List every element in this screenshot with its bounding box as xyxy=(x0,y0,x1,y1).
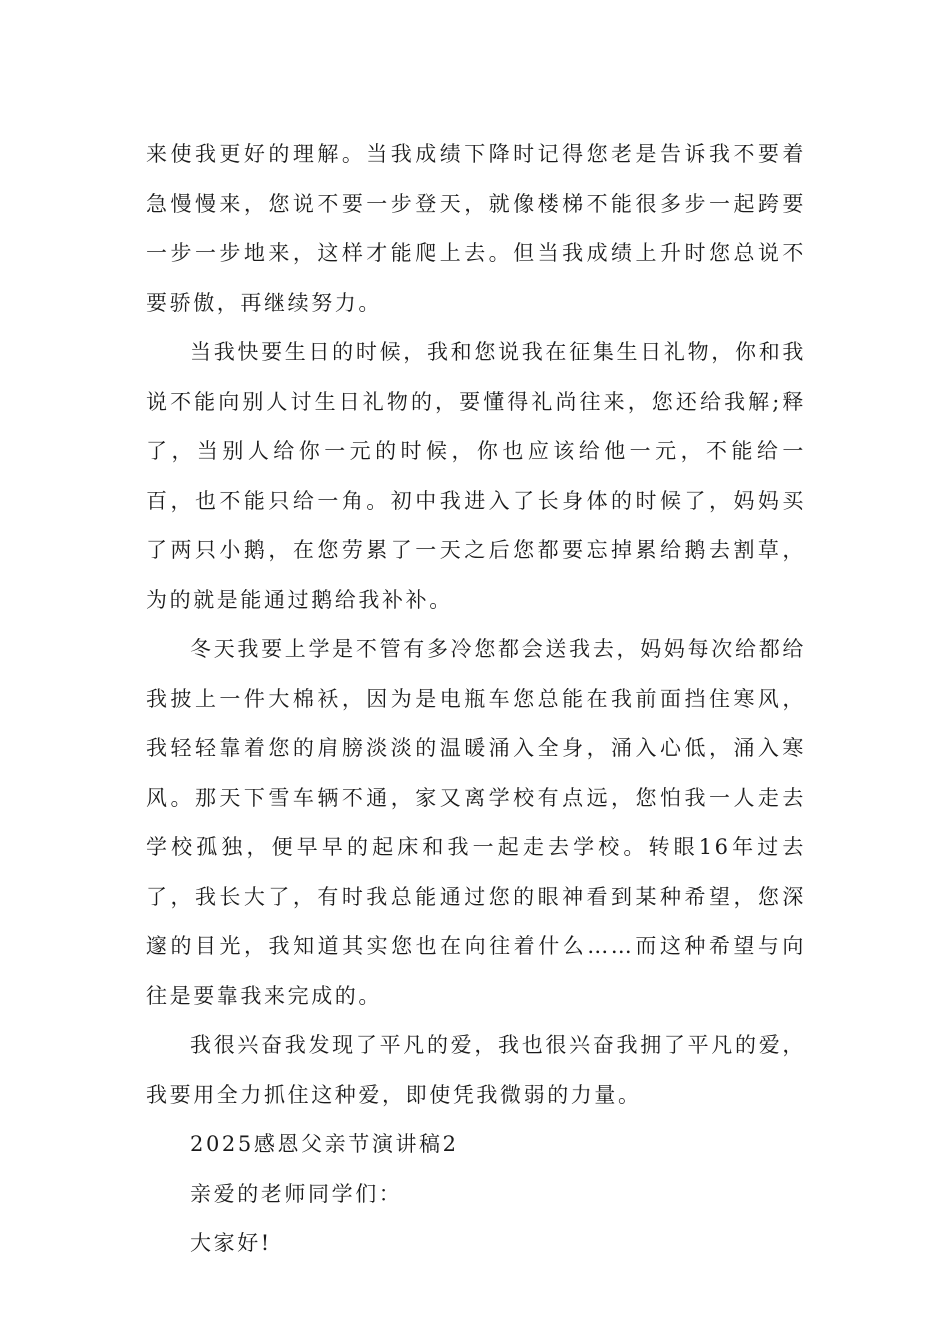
paragraph-2: 当我快要生日的时候，我和您说我在征集生日礼物，你和我说不能向别人讨生日礼物的，要懂得礼尚往来，您还给我解;释了，当别人给你一元的时候，你也应该给他一元，不能给一百，也不能只给一角。初中我进入了长身体的时候了，妈妈买了两只小鹅，在您劳累了一天之后您都要忘掉累给鹅去割草，为的就是能通过鹅给我补补。 xyxy=(146,340,806,612)
section-title: 2025感恩父亲节演讲稿2 xyxy=(190,1132,459,1156)
paragraph-1: 来使我更好的理解。当我成绩下降时记得您老是告诉我不要着急慢慢来，您说不要一步登天，就像楼梯不能很多步一起跨要一步一步地来，这样才能爬上去。但当我成绩上升时您总说不要骄傲，再继续努力。 xyxy=(146,142,806,315)
paragraph-4: 我很兴奋我发现了平凡的爱，我也很兴奋我拥了平凡的爱，我要用全力抓住这种爱，即使凭我微弱的力量。 xyxy=(146,1033,806,1107)
paragraph-3: 冬天我要上学是不管有多冷您都会送我去，妈妈每次给都给我披上一件大棉袄，因为是电瓶车您总能在我前面挡住寒风，我轻轻靠着您的肩膀淡淡的温暖涌入全身，涌入心低，涌入寒风。那天下雪车辆不通，家又离学校有点远，您怕我一人走去学校孤独，便早早的起床和我一起走去学校。转眼16年过去了，我长大了，有时我总能通过您的眼神看到某种希望，您深邃的目光，我知道其实您也在向往着什么……而这种希望与向往是要靠我来完成的。 xyxy=(146,637,806,1008)
salutation: 亲爱的老师同学们： xyxy=(190,1181,403,1206)
document-body xyxy=(146,130,806,1269)
greeting: 大家好! xyxy=(190,1231,272,1255)
